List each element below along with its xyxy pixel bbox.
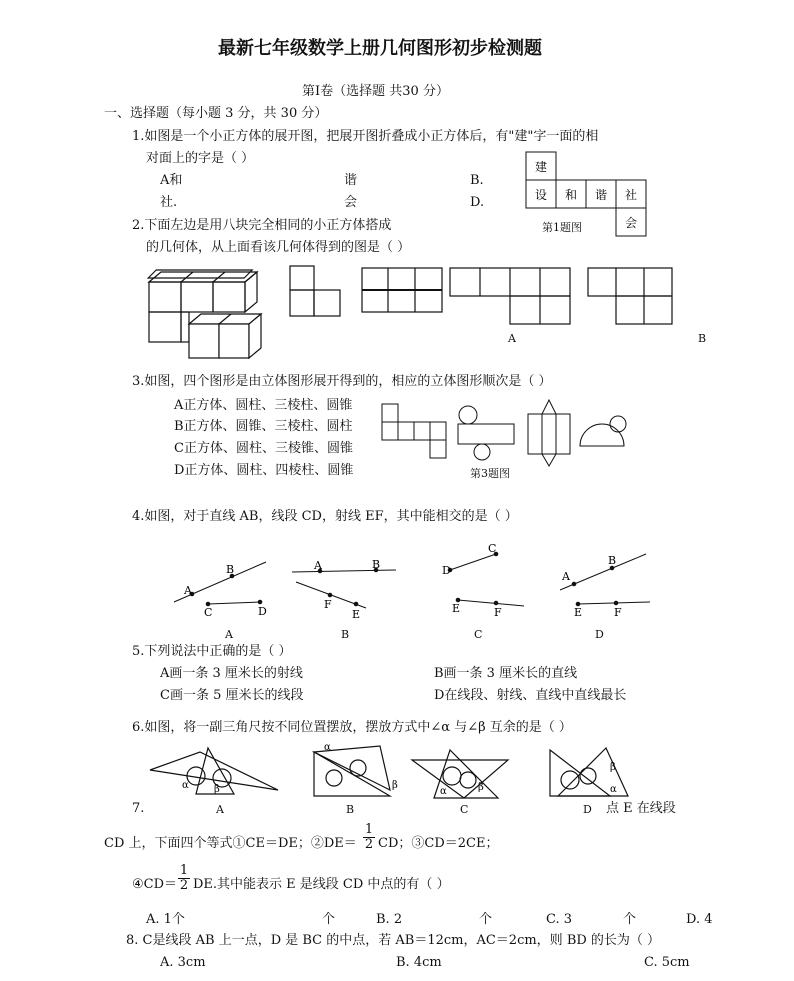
q7-stem-line3a: ④CD＝	[132, 877, 178, 892]
q3-caption: 第3题图	[470, 467, 510, 480]
fraction-numerator: 1	[364, 822, 374, 837]
q4-figure-c	[438, 542, 528, 618]
q4-label: A	[225, 628, 233, 641]
fraction-denominator: 2	[179, 878, 189, 893]
fraction-one-half	[363, 823, 375, 852]
q7-stem-tail: 点 E 在线段	[606, 801, 676, 816]
q6-label: A	[216, 803, 224, 816]
q2-stem-line1: 2.下面左边是用八块完全相同的小正方体搭成	[132, 218, 392, 233]
q2-view-b	[586, 266, 676, 328]
q5-option: D在线段、射线、直线中直线最长	[434, 688, 627, 703]
q5-option: B画一条 3 厘米长的直线	[434, 666, 578, 681]
q6-stem: 6.如图，将一副三角尺按不同位置摆放，摆放方式中∠α 与∠β 互余的是（ ）	[132, 720, 572, 735]
q8-option: A. 3cm	[160, 955, 206, 970]
angle-label: β	[392, 780, 398, 791]
q2-label-a: A	[508, 332, 516, 345]
q1-option: D.	[470, 195, 485, 210]
point-label: F	[324, 598, 332, 611]
point-label: A	[562, 570, 570, 583]
q8-stem: 8. C是线段 AB 上一点，D 是 BC 的中点，若 AB＝12cm，AC＝2cm，则 BD 的长为（ ）	[126, 933, 661, 948]
angle-label: β	[214, 784, 220, 795]
q7-option: 个	[479, 912, 493, 927]
q3-option: A正方体、圆柱、三棱柱、圆锥	[174, 398, 353, 413]
q1-stem-line1: 1.如图是一个小正方体的展开图，把展开图折叠成小正方体后，有"建"字一面的相	[132, 129, 599, 144]
section-header: 第Ⅰ卷（选择题 共30 分）	[302, 84, 449, 99]
q2-view-2	[360, 266, 445, 316]
q1-option: A和	[160, 173, 183, 188]
q7-option: A. 1个	[146, 912, 185, 927]
q6-figure-c	[408, 746, 518, 802]
q4-label: D	[595, 628, 604, 641]
q1-cube-net	[520, 150, 650, 240]
point-label: E	[574, 606, 583, 619]
q7-stem-line2a: CD 上，下面四个等式①CE＝DE；②DE＝	[104, 836, 357, 851]
point-label: C	[204, 606, 213, 619]
net-cell-text: 设	[534, 188, 548, 202]
fraction-numerator: 1	[179, 863, 189, 878]
angle-label: α	[610, 784, 617, 795]
q4-figure-d	[556, 548, 656, 618]
angle-label: β	[478, 782, 484, 793]
q3-net-cone	[576, 414, 632, 450]
q7-option: 个	[322, 912, 336, 927]
point-label: D	[258, 605, 267, 618]
fraction-denominator: 2	[364, 837, 374, 852]
q6-label: D	[583, 803, 592, 816]
q2-view-1	[288, 264, 348, 324]
point-label: D	[442, 564, 451, 577]
point-label: E	[352, 608, 361, 621]
q6-figure-b	[310, 740, 410, 802]
q4-figure-a	[170, 540, 280, 620]
q3-net-cube	[380, 400, 448, 462]
angle-label: α	[182, 780, 189, 791]
q4-figure-b	[290, 558, 410, 624]
q7-number: 7.	[132, 801, 145, 816]
q5-option: C画一条 5 厘米长的线段	[160, 688, 304, 703]
q2-label-b: B	[698, 332, 707, 345]
q3-option: C正方体、圆柱、三棱锥、圆锥	[174, 441, 353, 456]
q8-option: B. 4cm	[396, 955, 442, 970]
q3-stem: 3.如图，四个图形是由立体图形展开得到的，相应的立体图形顺次是（ ）	[132, 374, 552, 389]
net-cell-text: 社	[624, 188, 638, 202]
q1-option: B.	[470, 173, 484, 188]
q1-option: 谐	[344, 173, 358, 188]
point-label: B	[226, 563, 235, 576]
angle-label: α	[324, 742, 331, 753]
point-label: A	[314, 559, 322, 572]
point-label: F	[494, 606, 502, 619]
q8-option: C. 5cm	[644, 955, 690, 970]
q1-caption: 第1题图	[542, 221, 582, 234]
q2-stem-line2: 的几何体，从上面看该几何体得到的图是（ ）	[146, 240, 411, 255]
q1-option: 会	[344, 195, 358, 210]
net-cell-text: 谐	[594, 188, 608, 202]
q5-stem: 5.下列说法中正确的是（ ）	[132, 644, 292, 659]
q6-figure-a	[148, 746, 288, 802]
angle-label: α	[440, 786, 447, 797]
net-cell-text: 会	[624, 216, 638, 230]
point-label: A	[184, 584, 192, 597]
q3-net-cylinder	[456, 404, 518, 460]
q2-view-a	[448, 266, 573, 328]
q6-label: B	[346, 803, 355, 816]
point-label: B	[608, 554, 617, 567]
q3-net-prism	[522, 398, 578, 468]
page-title: 最新七年级数学上册几何图形初步检测题	[218, 38, 542, 59]
q4-label: B	[341, 628, 350, 641]
q1-stem-line2: 对面上的字是（ ）	[146, 151, 255, 166]
net-cell-text: 建	[534, 160, 548, 174]
q7-option: B. 2	[376, 912, 403, 927]
q4-label: C	[474, 628, 483, 641]
q6-label: C	[460, 803, 469, 816]
q7-option: C. 3	[546, 912, 573, 927]
q7-option: 个	[623, 912, 637, 927]
q2-cube-solid	[145, 270, 265, 362]
point-label: E	[452, 602, 461, 615]
part-heading: 一、选择题（每小题 3 分，共 30 分）	[104, 106, 328, 121]
point-label: F	[614, 606, 622, 619]
q3-option: D正方体、圆柱、四棱柱、圆锥	[174, 463, 354, 478]
q7-option: D. 4	[686, 912, 713, 927]
q7-stem-line3b: DE.其中能表示 E 是线段 CD 中点的有（ ）	[193, 877, 450, 892]
point-label: B	[372, 558, 381, 571]
angle-label: β	[610, 762, 616, 773]
q3-option: B正方体、圆锥、三棱柱、圆柱	[174, 419, 353, 434]
q7-stem-line2b: CD；③CD＝2CE；	[378, 836, 499, 851]
q6-figure-d	[548, 744, 648, 800]
point-label: C	[488, 542, 497, 555]
q4-stem: 4.如图，对于直线 AB，线段 CD，射线 EF，其中能相交的是（ ）	[132, 509, 518, 524]
q1-option: 社.	[160, 195, 178, 210]
fraction-one-half	[178, 864, 190, 893]
q5-option: A画一条 3 厘米长的射线	[160, 666, 303, 681]
net-cell-text: 和	[564, 188, 578, 202]
